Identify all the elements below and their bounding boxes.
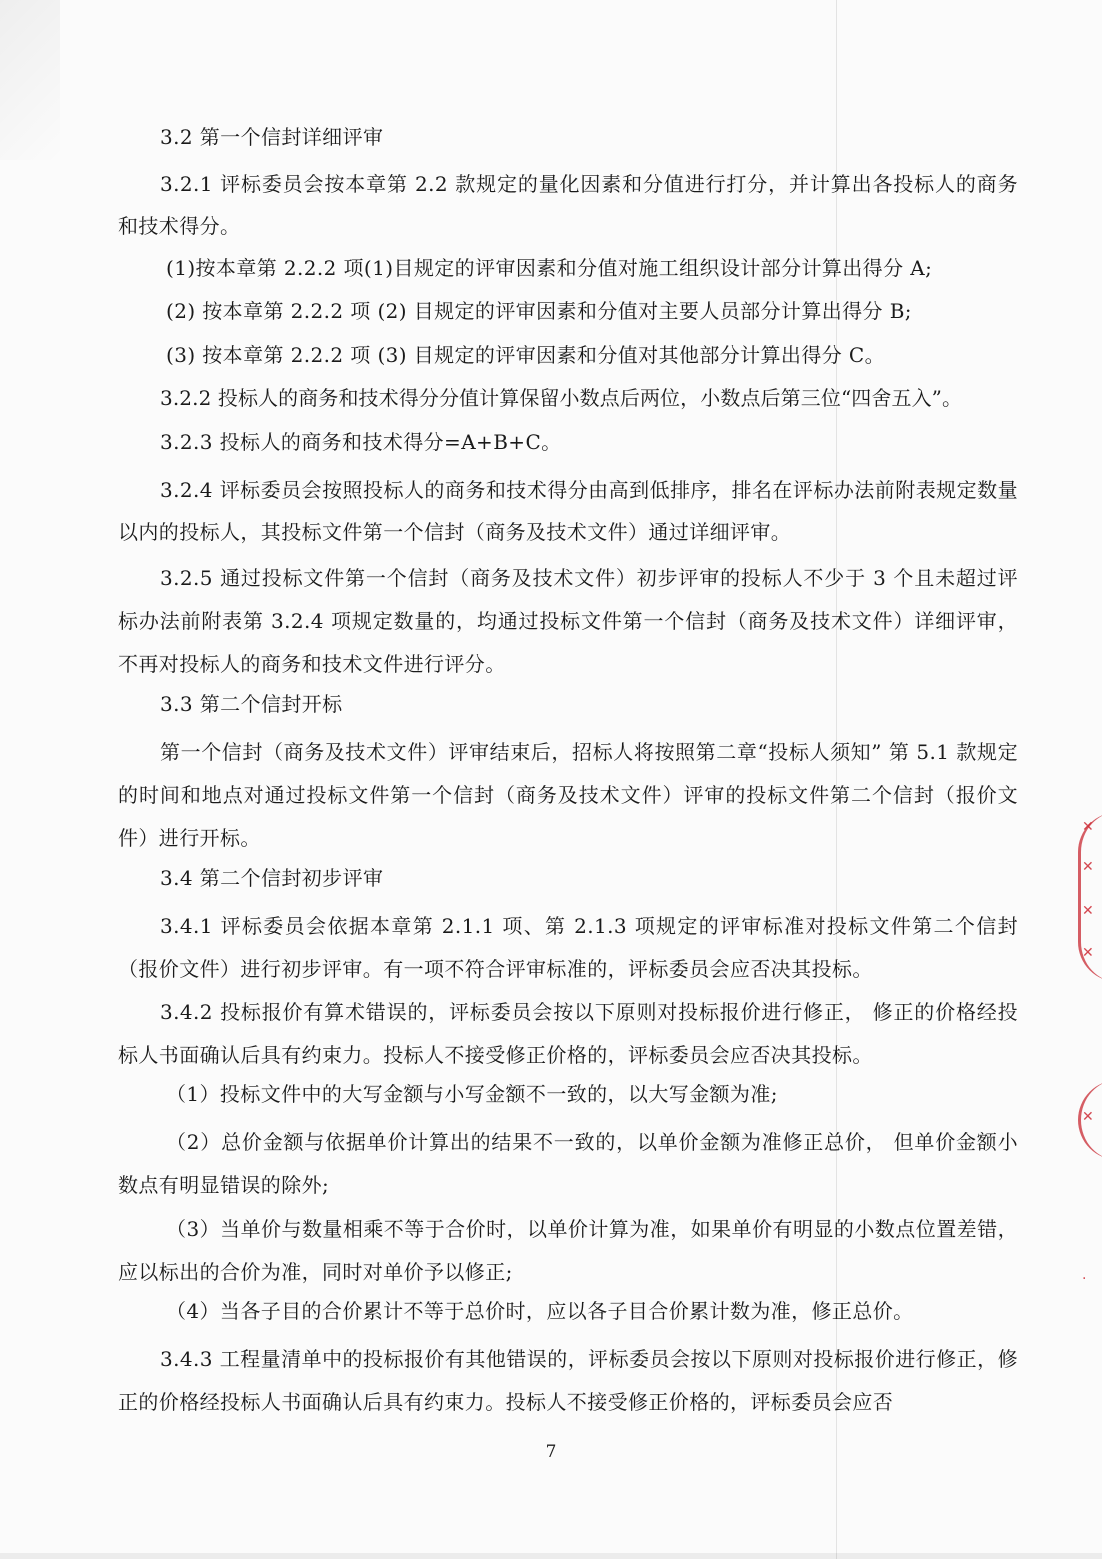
seal-glyph: ✕ (1082, 1109, 1094, 1125)
item-3-4-2-1: （1）投标文件中的大写金额与小写金额不一致的，以大写金额为准; (166, 1082, 778, 1106)
clause-3-2-1: 3.2.1 评标委员会按本章第 2.2 款规定的量化因素和分值进行打分，并计算出各投标人的商务和技术得分。 (118, 172, 1018, 238)
scan-edge (0, 1553, 1102, 1559)
item-3-4-2-2: （2）总价金额与依据单价计算出的结果不一致的，以单价金额为准修正总价， 但单价金额小数点有明显错误的除外; (118, 1130, 1018, 1197)
item-3-2-1-3: (3) 按本章第 2.2.2 项 (3) 目规定的评审因素和分值对其他部分计算出得分 C。 (166, 343, 885, 367)
clause-3-2-4: 3.2.4 评标委员会按照投标人的商务和技术得分由高到低排序，排名在评标办法前附表规定数量以内的投标人，其投标文件第一个信封（商务及技术文件）通过详细评审。 (118, 478, 1018, 544)
seal-glyph: · (1082, 1271, 1087, 1287)
section-heading-3-4: 3.4 第二个信封初步评审 (160, 866, 384, 890)
seal-stamp-fragment (1076, 812, 1102, 982)
clause-3-2-2: 3.2.2 投标人的商务和技术得分分值计算保留小数点后两位，小数点后第三位“四舍五入”。 (160, 386, 963, 410)
clause-3-4-1: 3.4.1 评标委员会依据本章第 2.1.1 项、第 2.1.3 项规定的评审标准对投标文件第二个信封（报价文件）进行初步评审。有一项不符合评审标准的，评标委员会应否决其投标。 (118, 914, 1018, 981)
item-3-2-1-2: (2) 按本章第 2.2.2 项 (2) 目规定的评审因素和分值对主要人员部分计算出得分 B; (166, 299, 912, 323)
clause-3-4-3: 3.4.3 工程量清单中的投标报价有其他错误的，评标委员会按以下原则对投标报价进行修正，修正的价格经投标人书面确认后具有约束力。投标人不接受修正价格的，评标委员会应否 (118, 1347, 1018, 1414)
seal-glyph: ✕ (1082, 945, 1094, 961)
seal-stamp-fragment (1076, 1080, 1102, 1160)
clause-3-4-2: 3.4.2 投标报价有算术错误的，评标委员会按以下原则对投标报价进行修正， 修正的价格经投标人书面确认后具有约束力。投标人不接受修正价格的，评标委员会应否决其投标。 (118, 1000, 1018, 1067)
seal-glyph: ✕ (1082, 819, 1094, 835)
seal-glyph: ✕ (1082, 859, 1094, 875)
page-number: 7 (545, 1442, 557, 1462)
section-heading-3-2: 3.2 第一个信封详细评审 (160, 125, 384, 149)
clause-3-2-3: 3.2.3 投标人的商务和技术得分=A+B+C。 (160, 430, 562, 454)
item-3-2-1-1: (1)按本章第 2.2.2 项(1)目规定的评审因素和分值对施工组织设计部分计算出得分 A; (166, 256, 933, 280)
seal-glyph: ✕ (1082, 903, 1094, 919)
paragraph-3-3: 第一个信封（商务及技术文件）评审结束后，招标人将按照第二章“投标人须知” 第 5.1 款规定的时间和地点对通过投标文件第一个信封（商务及技术文件）评审的投标文件第二个信封（报价文件）进行开标。 (118, 740, 1018, 850)
item-3-4-2-4: （4）当各子目的合价累计不等于总价时，应以各子目合价累计数为准，修正总价。 (166, 1299, 914, 1323)
scan-shadow (0, 0, 60, 160)
section-heading-3-3: 3.3 第二个信封开标 (160, 692, 343, 716)
item-3-4-2-3: （3）当单价与数量相乘不等于合价时，以单价计算为准，如果单价有明显的小数点位置差错，应以标出的合价为准，同时对单价予以修正; (118, 1217, 1018, 1284)
seal-stamp-fragment (1076, 1268, 1102, 1290)
clause-3-2-5: 3.2.5 通过投标文件第一个信封（商务及技术文件）初步评审的投标人不少于 3 个且未超过评标办法前附表第 3.2.4 项规定数量的，均通过投标文件第一个信封（商务及技术文件）详细评审，不再对投标人的商务和技术文件进行评分。 (118, 566, 1018, 676)
